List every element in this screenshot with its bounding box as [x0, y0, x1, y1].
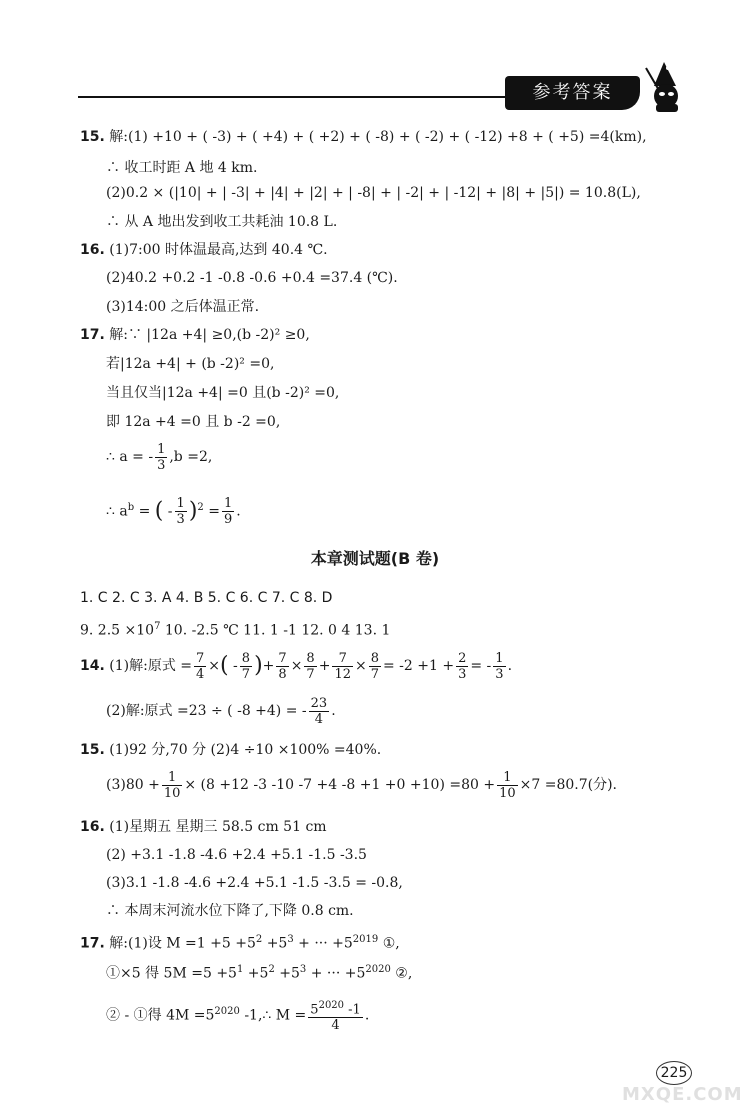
fraction: $\frac{1}{3}$ — [157, 441, 166, 473]
exponent: 7 — [154, 621, 161, 632]
exponent: b — [127, 502, 135, 513]
b17-text: ①, — [378, 935, 400, 952]
b14-text: (1)解:原式 = — [109, 658, 192, 674]
b17-text: -1,∴ M = — [239, 1007, 307, 1024]
q15-line-2: ∴ 收工时距 A 地 4 km. — [106, 160, 258, 176]
exponent: 2020 — [318, 999, 345, 1011]
exponent: 2 — [255, 934, 263, 945]
fraction: $\frac{7}{8}$ — [278, 650, 287, 682]
b16-line-4: ∴ 本周末河流水位下降了,下降 0.8 cm. — [106, 903, 354, 919]
q17-text-6b: = — [134, 503, 151, 520]
minus: - — [163, 503, 173, 520]
numerator-rest: -1 — [344, 1002, 361, 1018]
answers-text-2a: 9. 2.5 ×10 — [80, 622, 155, 639]
q17-text-5a: ∴ a = - — [106, 449, 154, 465]
b17-text: ①×5 得 5M =5 +5 — [106, 965, 237, 982]
fraction: $\frac{8}{7}$ — [306, 650, 315, 682]
header-rule — [78, 96, 518, 98]
q16-line-3: (3)14:00 之后体温正常. — [106, 299, 260, 315]
b14-line-1 — [80, 648, 512, 684]
b17-line-3 — [106, 994, 369, 1034]
paren: ( — [220, 653, 229, 678]
exponent: 3 — [299, 964, 307, 975]
b17-text: +5 — [243, 965, 269, 982]
b17-text: ②, — [390, 965, 413, 982]
q17-line-2: 若|12a +4| + (b -2)² =0, — [106, 356, 275, 372]
b14-text-2a: (2)解:原式 =23 ÷ ( -8 +4) = - — [106, 703, 307, 719]
q17-text-6a: ∴ a — [106, 503, 128, 520]
question-number: 15. — [80, 742, 105, 758]
q16-line-2: (2)40.2 +0.2 -1 -0.8 -0.6 +0.4 =37.4 (℃). — [106, 270, 398, 286]
fraction: $\frac{1}{9}$ — [223, 496, 233, 528]
b15-line-2 — [106, 768, 617, 802]
b16-line-2: (2) +3.1 -1.8 -4.6 +2.4 +5.1 -1.5 -3.5 — [106, 847, 367, 863]
paren: ) — [188, 498, 198, 524]
fraction: $\frac{7}{4}$ — [196, 650, 205, 682]
q17-text-6c: = — [203, 503, 220, 520]
b17-text: + ··· +5 — [293, 935, 353, 952]
fraction: $\frac{8}{7}$ — [370, 650, 379, 682]
question-number: 16. — [80, 242, 105, 258]
period: . — [236, 503, 241, 520]
q15-line-3: (2)0.2 × (|10| + | -3| + |4| + |2| + | -8| + | -2| + | -12| + |8| + |5|) = 10.8(L), — [106, 185, 641, 201]
q17-text-1: 解:∵ |12a +4| ≥0,(b -2)² ≥0, — [109, 327, 310, 343]
q17-line-6 — [106, 490, 241, 530]
q17-line-4: 即 12a +4 =0 且 b -2 =0, — [106, 414, 281, 430]
answers-row-2 — [80, 617, 390, 641]
exponent: 2019 — [352, 934, 379, 945]
b17-line-1 — [80, 930, 400, 954]
watermark-logo — [622, 1060, 742, 1108]
b17-line-2 — [106, 960, 412, 984]
q17-line-5 — [106, 440, 212, 474]
b15-text-2b: × (8 +12 -3 -10 -7 +4 -8 +1 +0 +10) =80 + — [184, 777, 496, 793]
operator: × — [290, 658, 303, 674]
numerator-base: 5 — [310, 1002, 319, 1018]
page-number: 225 — [656, 1061, 692, 1085]
b17-text: ② - ①得 4M =5 — [106, 1007, 215, 1024]
period: . — [364, 1007, 370, 1024]
exponent: 2020 — [214, 1006, 240, 1017]
fraction: $\frac{23}{4}$ — [310, 695, 328, 727]
exponent: 2 — [197, 502, 204, 513]
answers-row-1: 1. C 2. C 3. A 4. B 5. C 6. C 7. C 8. D — [80, 590, 333, 606]
fraction: $\frac{1}{3}$ — [495, 650, 504, 682]
b14-line-2 — [106, 694, 336, 728]
b16-line-1 — [80, 817, 327, 837]
exponent: 3 — [287, 934, 294, 945]
b17-text: 解:(1)设 M =1 +5 +5 — [109, 935, 256, 952]
period: . — [507, 658, 513, 674]
answers-text-2b: 10. -2.5 ℃ 11. 1 -1 12. 0 4 13. 1 — [160, 622, 391, 639]
header-tab-label: 参考答案 — [505, 76, 640, 110]
operator: × — [354, 658, 367, 674]
q17-text-5b: ,b =2, — [169, 449, 213, 465]
question-number: 16. — [80, 819, 105, 835]
b15-text-2a: (3)80 + — [106, 777, 160, 793]
b16-text-1: (1)星期五 星期三 58.5 cm 51 cm — [109, 819, 327, 835]
q15-text-1: 解:(1) +10 + ( -3) + ( +4) + ( +2) + ( -8) + ( -2) + ( -12) +8 + ( +5) =4(km), — [109, 129, 647, 145]
b15-text-1: (1)92 分,70 分 (2)4 ÷10 ×100% =40%. — [109, 742, 382, 758]
q16-line-1 — [80, 240, 328, 260]
fraction: $\frac{5^{2020} -1}{4}$ — [310, 999, 361, 1034]
exponent: 2 — [268, 964, 275, 975]
operator: + — [318, 658, 331, 674]
b15-text-2c: ×7 =80.7(分). — [519, 777, 617, 793]
exponent: 2020 — [365, 964, 391, 975]
section-title: 本章测试题(B 卷) — [310, 549, 440, 568]
watermark-text: MXQE.COM — [622, 1084, 743, 1105]
question-number: 15. — [80, 129, 105, 145]
fraction: $\frac{1}{10}$ — [163, 769, 181, 801]
minus: - — [228, 658, 238, 674]
q15-line-4: ∴ 从 A 地出发到收工共耗油 10.8 L. — [106, 214, 338, 230]
operator: × — [208, 658, 221, 674]
b15-line-1 — [80, 740, 381, 760]
b14-text: = -2 +1 + — [383, 658, 455, 674]
question-number: 17. — [80, 935, 105, 952]
exponent: 1 — [236, 964, 244, 975]
b16-line-3: (3)3.1 -1.8 -4.6 +2.4 +5.1 -1.5 -3.5 = -0.8, — [106, 875, 403, 891]
q17-line-1 — [80, 325, 310, 345]
period: . — [331, 703, 336, 719]
fraction: $\frac{1}{10}$ — [499, 769, 516, 801]
fraction: $\frac{8}{7}$ — [241, 650, 251, 682]
fraction: $\frac{7}{12}$ — [334, 650, 351, 682]
question-number: 14. — [80, 658, 105, 674]
q17-line-3: 当且仅当|12a +4| =0 且(b -2)² =0, — [106, 385, 340, 401]
q16-text-1: (1)7:00 时体温最高,达到 40.4 ℃. — [109, 242, 328, 258]
fraction: $\frac{1}{3}$ — [176, 496, 185, 528]
operator: + — [262, 658, 275, 674]
b14-text: = - — [470, 658, 492, 674]
b17-text: + ··· +5 — [306, 965, 366, 982]
paren: ) — [254, 653, 263, 678]
question-number: 17. — [80, 327, 105, 343]
wizard-mascot-icon — [642, 58, 692, 114]
q15-line-1 — [80, 127, 647, 147]
fraction: $\frac{2}{3}$ — [458, 650, 467, 682]
b17-text: +5 — [262, 935, 288, 952]
paren: ( — [154, 498, 164, 524]
b17-text: +5 — [274, 965, 300, 982]
